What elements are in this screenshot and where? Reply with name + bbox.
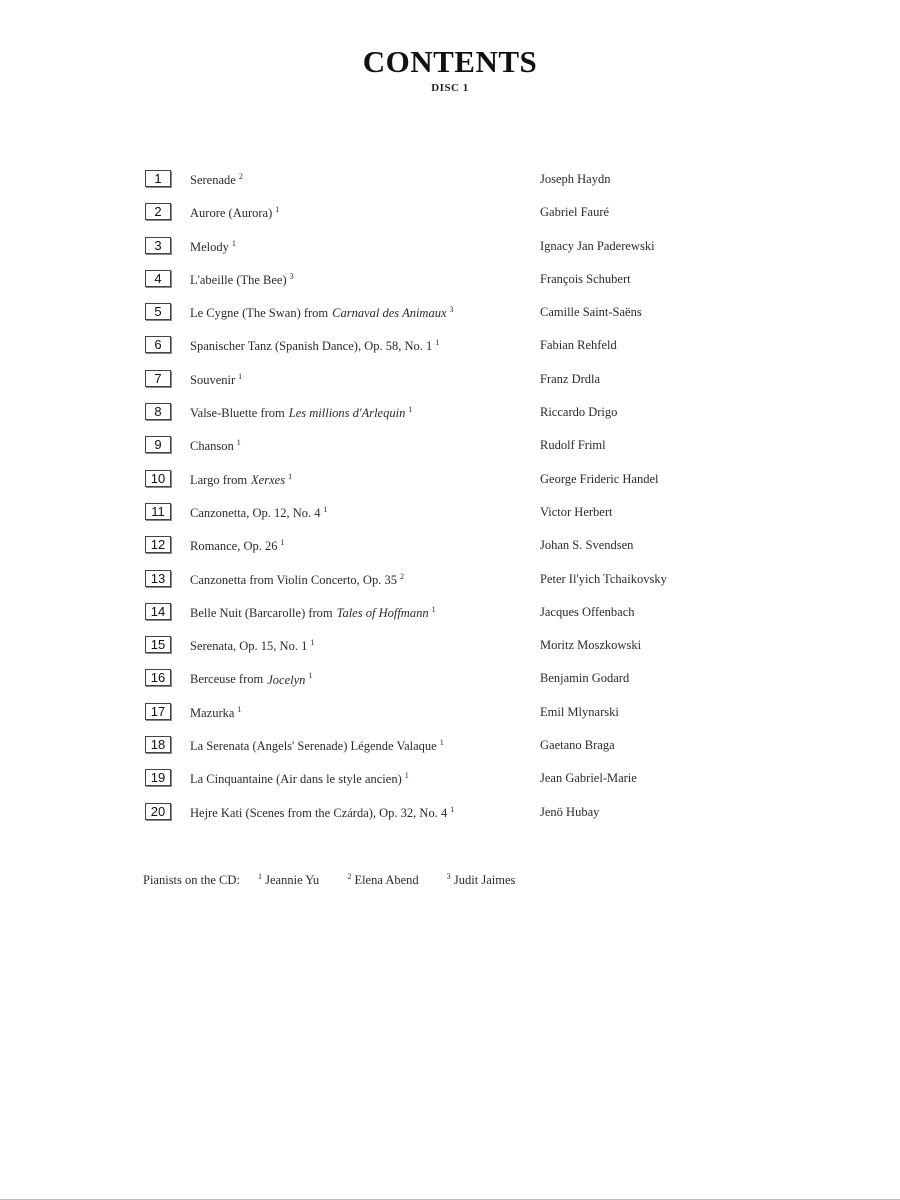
track-title: L'abeille (The Bee) $^3$ [190, 271, 294, 288]
track-number-box: 7 [145, 370, 171, 387]
track-row [145, 701, 785, 734]
composer-name: François Schubert [540, 271, 631, 286]
pianist-mark: 2 [399, 571, 404, 581]
pianist-mark: 1 [231, 238, 236, 248]
pianists-footnote [143, 872, 515, 888]
track-title: Berceuse from Jocelyn $^1$ [190, 671, 313, 687]
track-row [145, 334, 785, 367]
composer-name: Jacques Offenbach [540, 604, 635, 619]
track-number-box: 1 [145, 170, 171, 187]
composer-name: Joseph Haydn [540, 172, 611, 186]
disc-label: DISC 1 [431, 82, 469, 94]
track-number-box: 8 [145, 403, 171, 420]
composer-name: Gabriel Fauré [540, 205, 610, 220]
pianist-mark: 1 [408, 405, 413, 415]
track-title: Canzonetta from Violin Concerto, Op. 35 $^2$ [190, 571, 404, 587]
track-title: La Serenata (Angels' Serenade) Légende Valaque $^1$ [190, 738, 444, 754]
pianist-mark: 1 [236, 438, 241, 448]
track-row [145, 601, 785, 634]
pianist-entry [255, 873, 319, 887]
composer-name: Camille Saint-Saëns [540, 305, 642, 320]
track-row [145, 534, 785, 567]
pianist-name: Elena Abend [354, 873, 419, 888]
track-title: Mazurka $^1$ [190, 704, 242, 720]
pianist-mark: 1 [237, 704, 242, 714]
track-number-box: 11 [145, 503, 171, 520]
work-title: Tales of Hoffmann [336, 606, 429, 621]
composer-name: Moritz Moszkowski [540, 638, 642, 653]
pianist-mark: 1 [435, 338, 440, 348]
pianist-mark: 2 [238, 172, 243, 181]
track-row [145, 201, 785, 234]
track-number-box: 10 [145, 470, 171, 487]
composer-name: Ignacy Jan Paderewski [540, 238, 655, 253]
work-title: Xerxes [251, 472, 286, 487]
track-number-box: 18 [145, 736, 171, 753]
track-row [145, 634, 785, 667]
track-number-box: 16 [145, 669, 171, 686]
pianist-mark: 1 [275, 205, 280, 215]
pianist-mark: 1 [431, 604, 436, 614]
track-title: Canzonetta, Op. 12, No. 4 $^1$ [190, 504, 328, 521]
pianist-mark: 1 [308, 671, 313, 681]
composer-name: Gaetano Braga [540, 738, 615, 753]
track-row [145, 734, 785, 767]
track-title: Melody $^1$ [190, 238, 236, 254]
pianist-mark: 3 [446, 872, 451, 881]
track-number-box: 3 [145, 237, 171, 254]
pianist-mark: 1 [288, 471, 293, 481]
pianist-name: Jeannie Yu [265, 873, 320, 888]
composer-name: Rudolf Friml [540, 438, 606, 453]
track-title: Souvenir $^1$ [190, 371, 243, 387]
track-row [145, 667, 785, 700]
composer-name: Jenö Hubay [540, 804, 600, 819]
work-title: Les millions d'Arlequin [288, 406, 406, 421]
track-row [145, 767, 785, 800]
pianist-mark: 3 [289, 271, 294, 281]
track-title: Hejre Kati (Scenes from the Czárda), Op. 32, No. 4 $^1$ [190, 804, 455, 820]
work-title: Carnaval des Animaux [332, 306, 447, 321]
track-title: Belle Nuit (Barcarolle) from Tales of Hoffmann $^1$ [190, 604, 436, 621]
track-row [145, 568, 785, 601]
composer-name: Peter Il'yich Tchaikovsky [540, 571, 667, 586]
track-title: Largo from Xerxes $^1$ [190, 471, 293, 487]
track-number-box: 2 [145, 203, 171, 220]
track-number-box: 19 [145, 769, 171, 786]
track-title: Serenade $^2$ [190, 172, 243, 188]
pianist-mark: 3 [449, 305, 454, 315]
track-list [145, 168, 785, 834]
track-title: Romance, Op. 26 $^1$ [190, 538, 285, 554]
track-number-box: 5 [145, 303, 171, 320]
track-title: Valse-Bluette from Les millions d'Arlequin $^1$ [190, 405, 413, 421]
pianist-mark: 2 [347, 872, 352, 881]
composer-name: Johan S. Svendsen [540, 538, 634, 553]
track-number-box: 4 [145, 270, 171, 287]
track-title: La Cinquantaine (Air dans le style ancien) $^1$ [190, 771, 409, 787]
track-row [145, 301, 785, 334]
track-row [145, 434, 785, 467]
track-number-box: 12 [145, 536, 171, 553]
track-number-box: 9 [145, 436, 171, 453]
composer-name: Benjamin Godard [540, 671, 630, 686]
composer-name: Victor Herbert [540, 504, 613, 519]
composer-name: Riccardo Drigo [540, 405, 618, 420]
track-row [145, 401, 785, 434]
pianist-mark: 1 [238, 371, 243, 381]
pianist-mark: 1 [404, 771, 409, 781]
pianist-mark: 1 [310, 638, 315, 648]
track-title: Chanson $^1$ [190, 438, 241, 454]
track-title: Serenata, Op. 15, No. 1 $^1$ [190, 638, 315, 654]
track-number-box: 6 [145, 336, 171, 353]
pianist-mark: 1 [323, 504, 328, 514]
footnote-label: Pianists on the CD: [143, 873, 240, 888]
work-title: Jocelyn [267, 672, 306, 687]
track-number-box: 13 [145, 570, 171, 587]
composer-name: Fabian Rehfeld [540, 338, 617, 353]
pianist-name: Judit Jaimes [453, 873, 516, 888]
track-title: Spanischer Tanz (Spanish Dance), Op. 58, No. 1 $^1$ [190, 338, 440, 354]
track-number-box: 15 [145, 636, 171, 653]
track-row [145, 268, 785, 301]
composer-name: Emil Mlynarski [540, 704, 619, 719]
track-number-box: 17 [145, 703, 171, 720]
track-number-box: 20 [145, 803, 171, 820]
page-title: CONTENTS [362, 44, 538, 79]
pianist-mark: 1 [280, 538, 285, 548]
track-number-box: 14 [145, 603, 171, 620]
pianist-mark: 1 [450, 804, 455, 814]
pianist-entry [344, 873, 418, 887]
track-row [145, 468, 785, 501]
track-title: Le Cygne (The Swan) from Carnaval des Animaux $^3$ [190, 305, 454, 321]
pianist-entry [444, 873, 516, 887]
pianist-mark: 1 [258, 872, 263, 881]
track-row [145, 801, 785, 834]
composer-name: Franz Drdla [540, 371, 601, 386]
track-row [145, 501, 785, 534]
track-row [145, 168, 785, 201]
composer-name: Jean Gabriel-Marie [540, 771, 637, 786]
track-row [145, 368, 785, 401]
pianist-mark: 1 [439, 738, 444, 748]
track-row [145, 235, 785, 268]
track-title: Aurore (Aurora) $^1$ [190, 205, 280, 221]
composer-name: George Frideric Handel [540, 471, 659, 486]
